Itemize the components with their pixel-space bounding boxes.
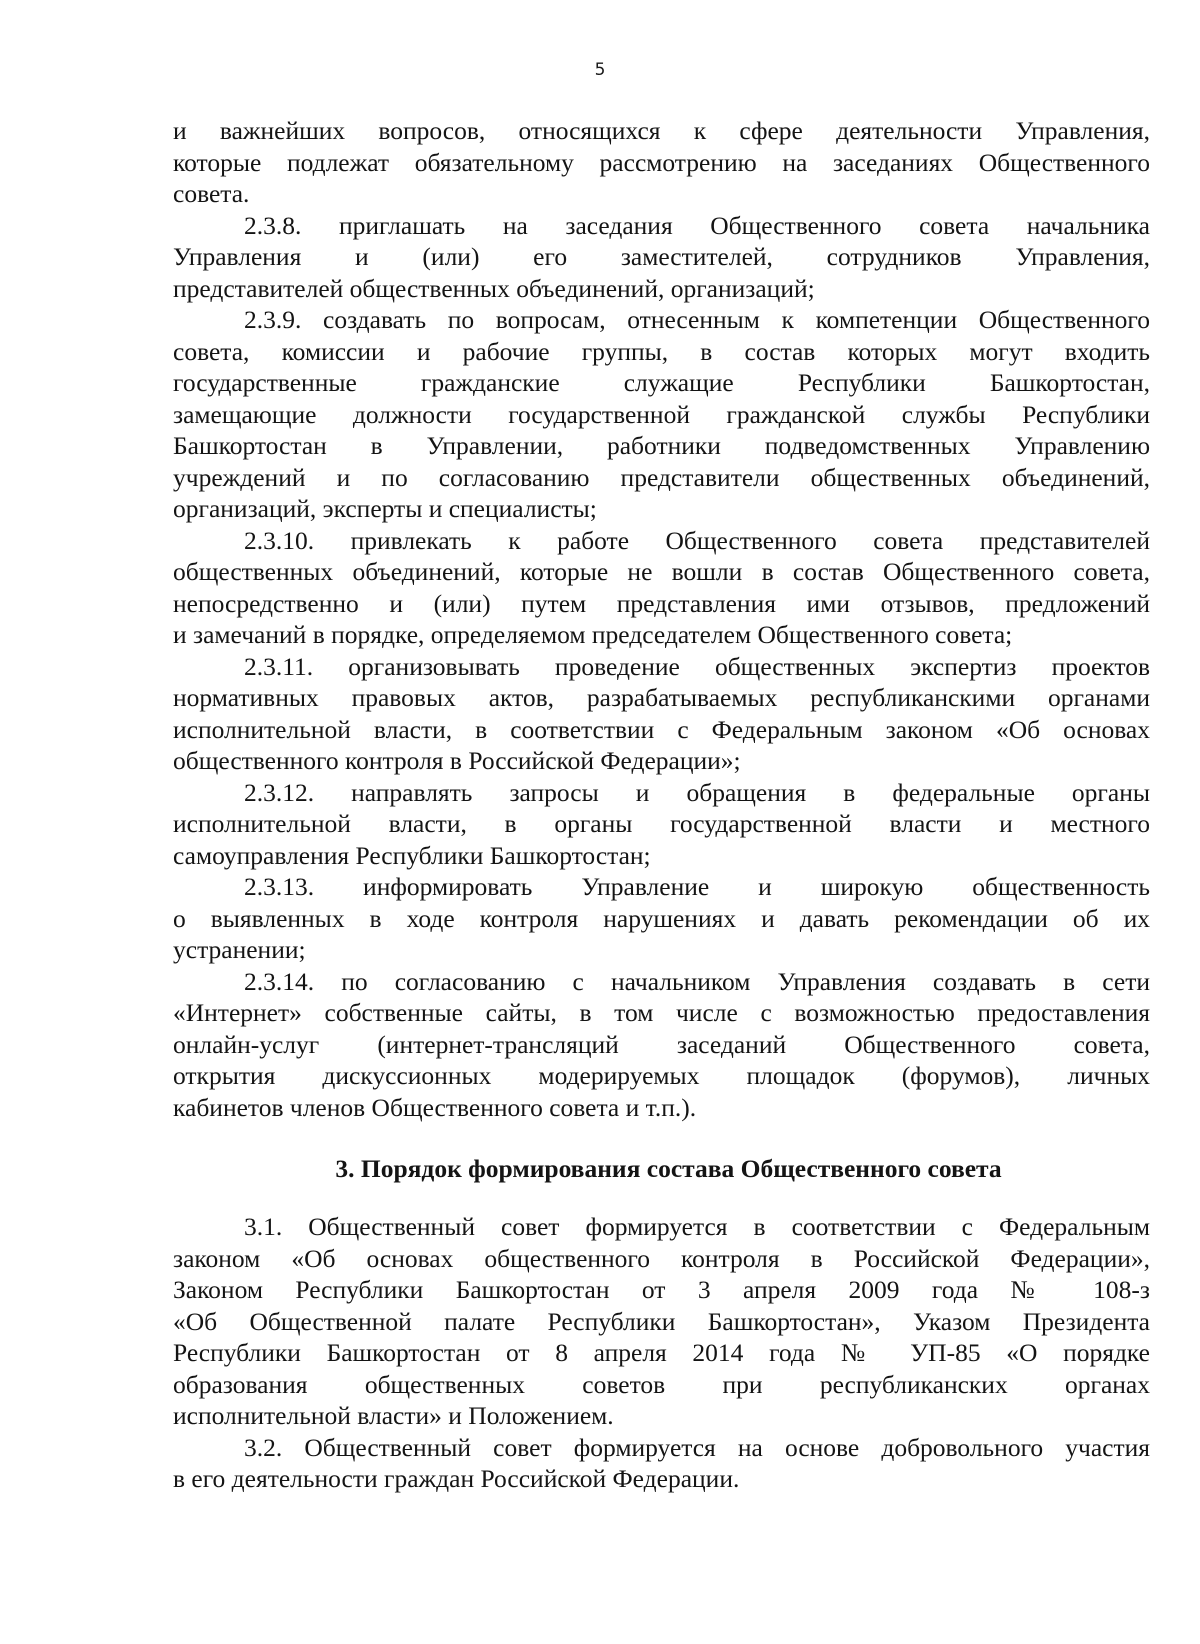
document-body	[173, 115, 1150, 1495]
text-line: которые подлежат обязательному рассмотрению на заседаниях Общественного	[173, 147, 1150, 177]
text-line: в его деятельности граждан Российской Федерации.	[173, 1464, 740, 1493]
text-line: 2.3.8. приглашать на заседания Общественного совета начальника	[244, 210, 1150, 240]
text-line: 2.3.14. по согласованию с начальником Управления создавать в сети	[244, 966, 1150, 996]
paragraph-2-3-13	[173, 871, 1150, 966]
text-line: общественного контроля в Российской Федерации»;	[173, 746, 741, 775]
text-line: непосредственно и (или) путем представления ими отзывов, предложений	[173, 588, 1150, 618]
section-heading: 3. Порядок формирования состава Общественного совета	[335, 1154, 1002, 1183]
paragraph-2-3-14	[173, 966, 1150, 1124]
text-line: замещающие должности государственной гражданской службы Республики	[173, 399, 1150, 429]
text-line: 2.3.13. информировать Управление и широкую общественность	[244, 872, 1150, 901]
text-line: нормативных правовых актов, разрабатываемых республиканскими органами	[173, 683, 1150, 712]
text-line: 2.3.9. создавать по вопросам, отнесенным к компетенции Общественного	[244, 305, 1150, 334]
text-line: Управления и (или) его заместителей, сотрудников Управления,	[173, 242, 1150, 271]
text-line: Республики Башкортостан от 8 апреля 2014 года № УП-85 «О порядке	[173, 1338, 1150, 1367]
text-line: «Интернет» собственные сайты, в том числе с возможностью предоставления	[173, 998, 1150, 1027]
text-line: представителей общественных объединений, организаций;	[173, 273, 815, 303]
paragraph-2-3-10	[173, 525, 1150, 651]
text-line: 3.1. Общественный совет формируется в соответствии с Федеральным	[244, 1212, 1150, 1241]
text-line: законом «Об основах общественного контроля в Российской Федерации»,	[173, 1243, 1150, 1273]
paragraph-2-3-11	[173, 651, 1150, 777]
text-line: Башкортостан в Управлении, работники подведомственных Управлению	[173, 431, 1150, 460]
page-number: 5	[594, 60, 606, 80]
text-line: общественных объединений, которые не вошли в состав Общественного совета,	[173, 557, 1150, 586]
text-line: и важнейших вопросов, относящихся к сфере деятельности Управления,	[173, 116, 1150, 145]
text-line: онлайн-услуг (интернет-трансляций заседаний Общественного совета,	[173, 1029, 1150, 1059]
text-line: устранении;	[173, 935, 306, 964]
text-line: совета, комиссии и рабочие группы, в состав которых могут входить	[173, 336, 1150, 366]
text-line: исполнительной власти» и Положением.	[173, 1401, 614, 1430]
paragraph-continuation	[173, 115, 1150, 210]
text-line: 3.2. Общественный совет формируется на основе добровольного участия	[244, 1432, 1150, 1462]
text-line: самоуправления Республики Башкортостан;	[173, 840, 651, 870]
text-line: 2.3.10. привлекать к работе Общественного совета представителей	[244, 525, 1150, 555]
text-line: 2.3.12. направлять запросы и обращения в федеральные органы	[244, 777, 1150, 807]
text-line: образования общественных советов при республиканских органах	[173, 1369, 1150, 1399]
text-line: государственные гражданские служащие Республики Башкортостан,	[173, 368, 1150, 397]
text-line: «Об Общественной палате Республики Башкортостан», Указом Президента	[173, 1306, 1150, 1336]
paragraph-3-2	[173, 1432, 1150, 1495]
text-line: о выявленных в ходе контроля нарушениях и давать рекомендации об их	[173, 903, 1150, 933]
paragraph-2-3-8	[173, 210, 1150, 305]
text-line: исполнительной власти, в органы государственной власти и местного	[173, 809, 1150, 838]
text-line: и замечаний в порядке, определяемом председателем Общественного совета;	[173, 620, 1013, 649]
text-line: кабинетов членов Общественного совета и т.п.).	[173, 1092, 697, 1122]
text-line: Законом Республики Башкортостан от 3 апреля 2009 года № 108-з	[173, 1275, 1150, 1304]
paragraph-2-3-9	[173, 304, 1150, 525]
text-line: 2.3.11. организовывать проведение общественных экспертиз проектов	[244, 651, 1150, 681]
text-line: открытия дискуссионных модерируемых площадок (форумов), личных	[173, 1061, 1150, 1090]
text-line: исполнительной власти, в соответствии с Федеральным законом «Об основах	[173, 714, 1150, 744]
paragraph-3-1	[173, 1211, 1150, 1432]
text-line: совета.	[173, 179, 250, 208]
text-line: организаций, эксперты и специалисты;	[173, 494, 597, 523]
text-line: учреждений и по согласованию представители общественных объединений,	[173, 462, 1150, 492]
paragraph-2-3-12	[173, 777, 1150, 872]
